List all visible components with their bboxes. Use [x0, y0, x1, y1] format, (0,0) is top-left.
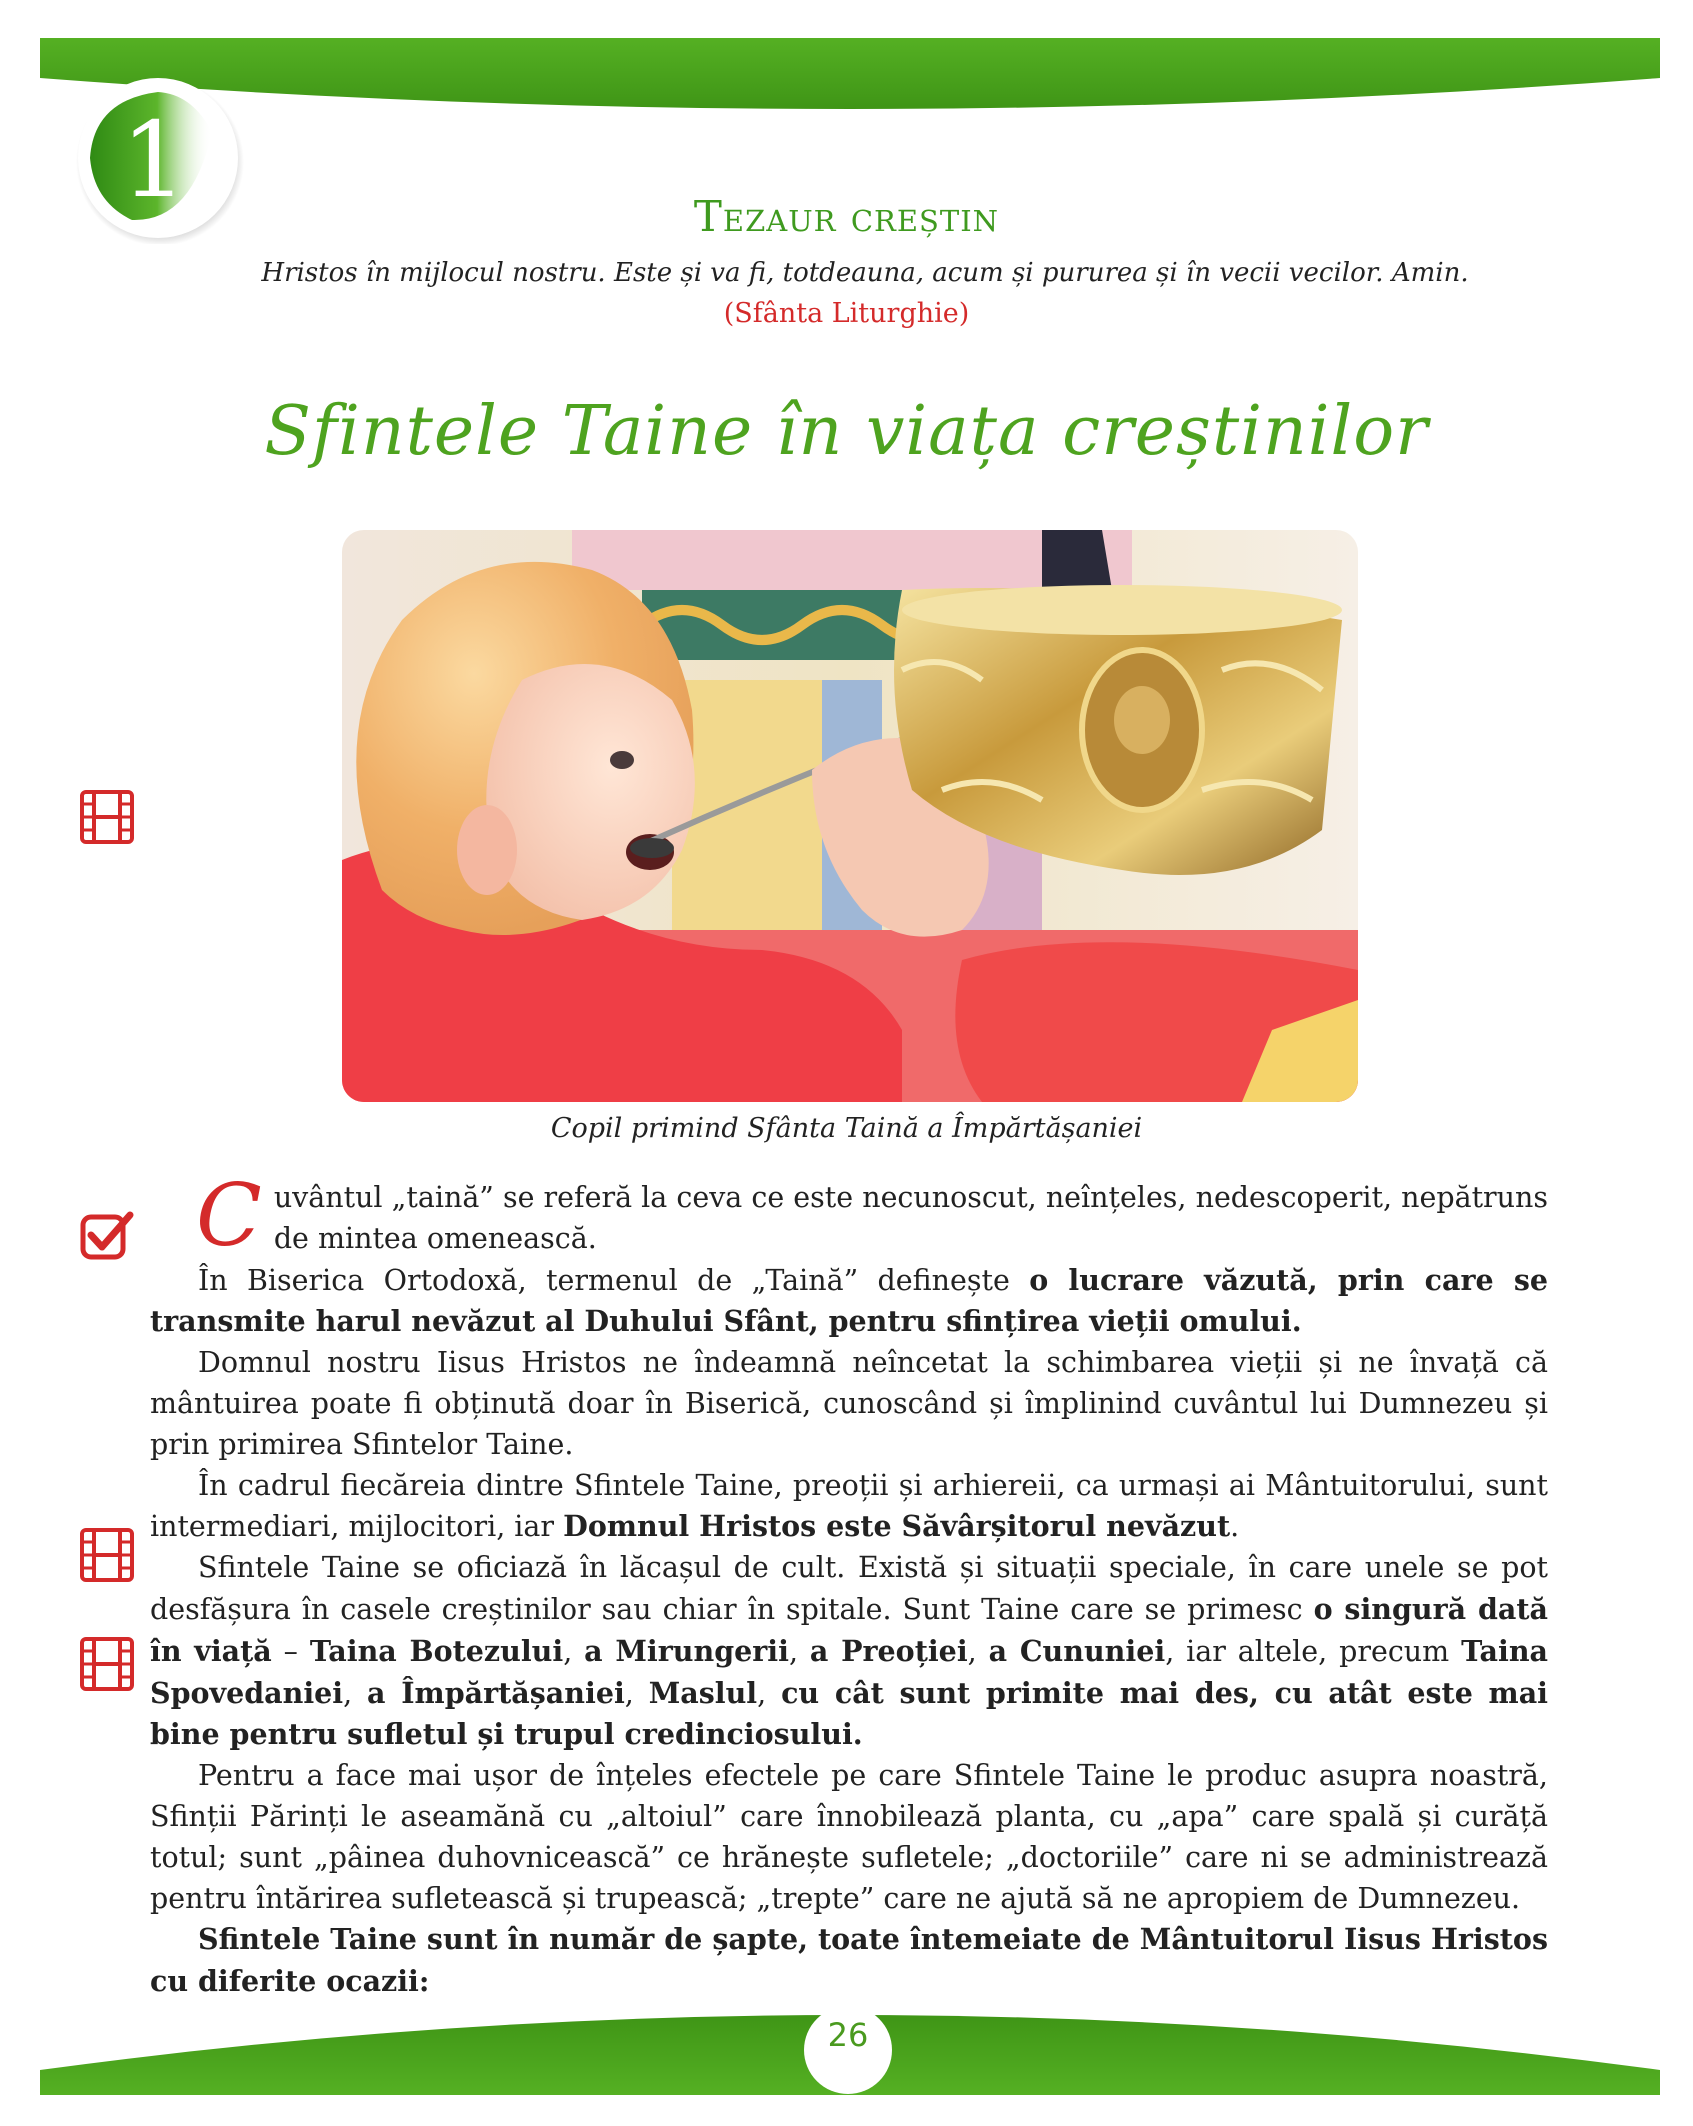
top-decorative-band: [0, 0, 1693, 140]
paragraph-seven-sacraments: Sfintele Taine sunt în număr de șapte, toate întemeiate de Mântuitorul Iisus Hristos cu diferite ocazii:: [150, 1922, 1548, 1999]
paragraph-metaphors: Pentru a face mai ușor de înțeles efectele pe care Sfintele Taine le produc asupra noastră, Sfinții Părinți le aseamănă cu „altoiul” care înnobilează planta, cu „apa” care spală și curăță totul; sunt „pâinea duhovnicească” ce hrănește sufletele; „doctoriile” care ni se administrează pentru întărirea sufletească și trupească; „trepte” care ne ajută să ne apropiem de Dumnezeu.: [150, 1759, 1548, 1915]
checkmark-icon[interactable]: [80, 1207, 134, 1261]
film-icon[interactable]: [80, 1637, 134, 1691]
photo-caption: Copil primind Sfânta Taină a Împărtășaniei: [550, 1113, 1143, 1144]
quote-source: (Sfânta Liturghie): [723, 298, 970, 329]
paragraph-officiating: Sfintele Taine se oficiază în lăcașul de cult. Există și situații speciale, în care unele se pot desfășura în casele creștinilor sau chiar în spitale. Sunt Taine care se primesc o singură dată în viață – Taina Botezului, a Mirungerii, a Preoției, a Cununiei, iar altele, precum Taina Spovedaniei, a Împărtășaniei, Maslul, cu cât sunt primite mai des, cu atât este mai bine pentru sufletul și trupul credinciosului.: [150, 1551, 1549, 1752]
section-label: Tezaur creștin: [693, 192, 1000, 241]
body-text: [150, 1166, 1549, 2003]
film-icon[interactable]: [80, 790, 134, 844]
drop-cap: C: [196, 1166, 262, 1266]
communion-photo: [342, 530, 1358, 1102]
chapter-number: 1: [120, 99, 188, 221]
page-number: 26: [827, 2016, 869, 2054]
paragraph-definition: În Biserica Ortodoxă, termenul de „Taină” definește o lucrare văzută, prin care se transmite harul nevăzut al Duhului Sfânt, pentru sfințirea vieții omului.: [150, 1262, 1548, 1339]
paragraph-priests: În cadrul fiecăreia dintre Sfintele Taine, preoții și arhiereii, ca urmași ai Mântuitorului, sunt intermediari, mijlocitori, iar Domnul Hristos este Săvârșitorul nevăzut.: [150, 1468, 1548, 1544]
opening-quote: Hristos în mijlocul nostru. Este și va fi, totdeauna, acum și pururea și în vecii vecilor. Amin.: [261, 258, 1469, 288]
page-title: Sfintele Taine în viața creștinilor: [264, 392, 1429, 471]
paragraph-intro: Cuvântul „taină” se referă la ceva ce este necunoscut, neînțeles, nedescoperit, nepătruns de mintea omenească.: [196, 1166, 1548, 1266]
film-icon[interactable]: [80, 1528, 134, 1582]
paragraph-salvation: Domnul nostru Iisus Hristos ne îndeamnă neîncetat la schimbarea vieții și ne învață că mântuirea poate fi obținută doar în Biserică, cunoscând și împlinind cuvântul lui Dumnezeu și prin primirea Sfintelor Taine.: [150, 1346, 1548, 1461]
